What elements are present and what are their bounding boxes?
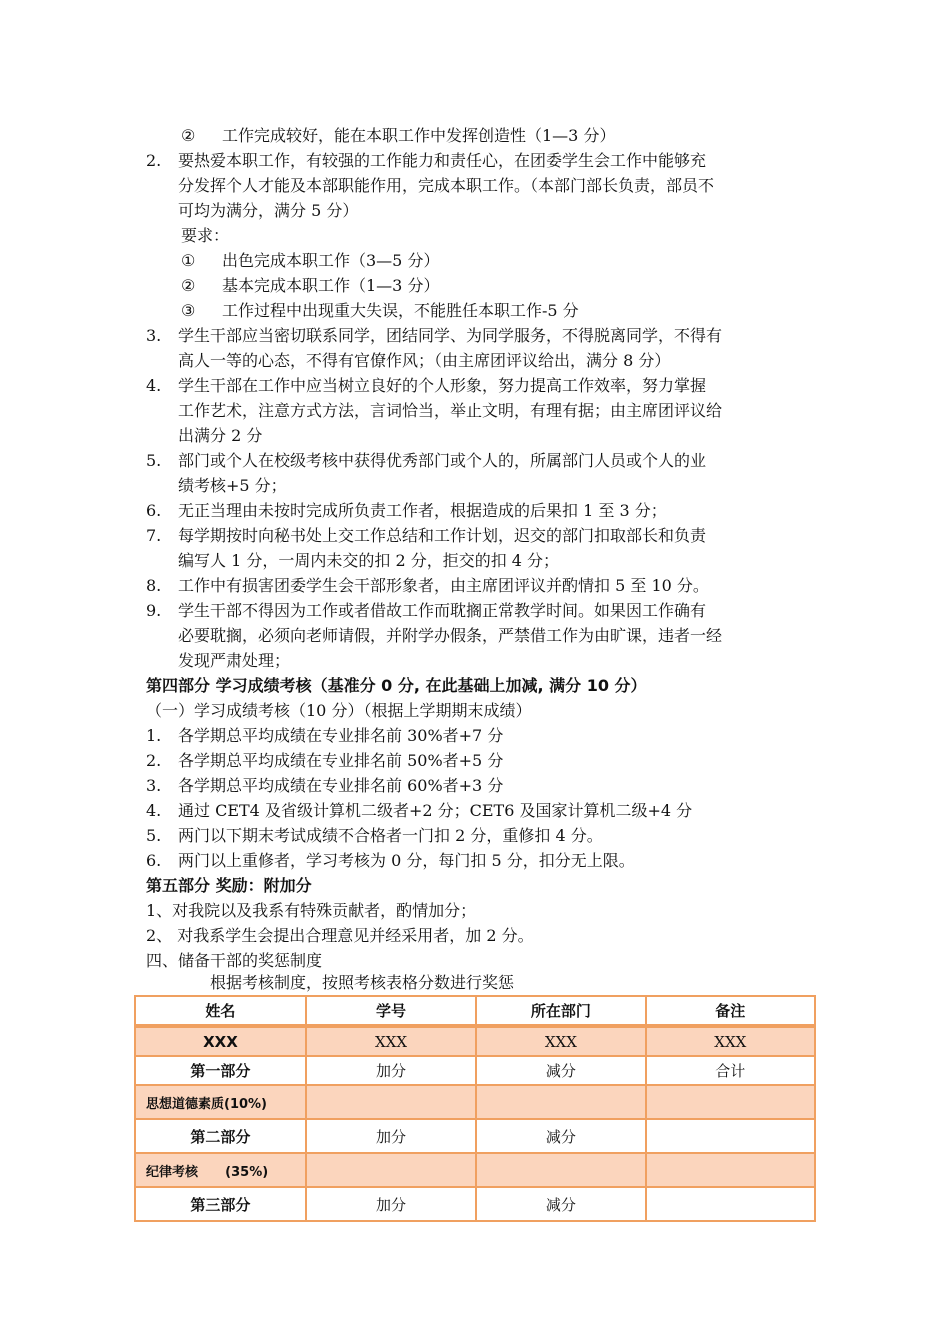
list-number: 6. (146, 501, 162, 520)
list-text: 各学期总平均成绩在专业排名前 30%者+7 分 (178, 726, 504, 745)
table-cell: XXX (646, 1026, 815, 1056)
list-number: 3. (146, 326, 162, 345)
list-text: 部门或个人在校级考核中获得优秀部门或个人的，所属部门人员或个人的业 (178, 451, 707, 470)
header-cell-id: 学号 (306, 996, 476, 1026)
table-cell: 加分 (306, 1187, 476, 1221)
list-text: 各学期总平均成绩在专业排名前 50%者+5 分 (178, 751, 504, 770)
list-text: 学生干部不得因为工作或者借故工作而耽搁正常教学时间。如果因工作确有 (178, 601, 707, 620)
sub-item-text: 基本完成本职工作（1—3 分） (222, 276, 440, 295)
list-text: 高人一等的心态，不得有官僚作风；（由主席团评议给出，满分 8 分） (178, 351, 671, 370)
requirements-label: 要求： (181, 226, 230, 245)
list-text: 通过 CET4 及省级计算机二级者+2 分；CET6 及国家计算机二级+4 分 (178, 801, 693, 820)
part4-sub-heading: （一）学习成绩考核（10 分）（根据上学期期末成绩） (146, 701, 532, 720)
list-text: 要热爱本职工作，有较强的工作能力和责任心，在团委学生会工作中能够充 (178, 151, 707, 170)
list-text: 绩考核+5 分； (178, 476, 287, 495)
table-cell: 第三部分 (135, 1187, 306, 1221)
sub-item-mark: ② (181, 126, 196, 145)
table-cell: XXX (306, 1026, 476, 1056)
table-row (135, 1085, 815, 1119)
table-cell (646, 1187, 815, 1221)
list-text: 学生干部在工作中应当树立良好的个人形象，努力提高工作效率，努力掌握 (178, 376, 707, 395)
list-text: 学生干部应当密切联系同学，团结同学、为同学服务，不得脱离同学，不得有 (178, 326, 723, 345)
table-cell: 第二部分 (135, 1119, 306, 1153)
part5-item: 1、对我院以及我系有特殊贡献者，酌情加分； (146, 901, 477, 920)
table-cell: 纪律考核 (35%) (135, 1153, 306, 1187)
table-cell: 减分 (476, 1056, 645, 1085)
header-cell-name: 姓名 (135, 996, 306, 1026)
list-text: 两门以上重修者，学习考核为 0 分，每门扣 5 分，扣分无上限。 (178, 851, 635, 870)
list-text: 各学期总平均成绩在专业排名前 60%者+3 分 (178, 776, 504, 795)
sub-item-text: 出色完成本职工作（3—5 分） (222, 251, 440, 270)
reward-rule-text: 根据考核制度，按照考核表格分数进行奖惩 (210, 973, 515, 992)
list-number: 6. (146, 851, 162, 870)
sub-item-text: 工作过程中出现重大失误，不能胜任本职工作-5 分 (222, 301, 579, 320)
list-text: 分发挥个人才能及本部职能作用，完成本职工作。（本部门部长负责，部员不 (178, 176, 715, 195)
table-cell: XXX (135, 1026, 306, 1056)
header-cell-note: 备注 (646, 996, 815, 1026)
list-text: 工作艺术，注意方式方法，言词恰当，举止文明，有理有据；由主席团评议给 (178, 401, 723, 420)
table-cell (306, 1153, 476, 1187)
list-number: 2. (146, 151, 162, 170)
table-cell (646, 1119, 815, 1153)
list-number: 4. (146, 376, 162, 395)
table-cell (306, 1085, 476, 1119)
table-cell: 思想道德素质(10%) (135, 1085, 306, 1119)
list-text: 无正当理由未按时完成所负责工作者，根据造成的后果扣 1 至 3 分； (178, 501, 667, 520)
header-cell-dept: 所在部门 (476, 996, 645, 1026)
score-table (134, 995, 816, 1222)
reserve-cadre-heading: 四、储备干部的奖惩制度 (146, 951, 323, 970)
table-row (135, 1153, 815, 1187)
table-cell: 合计 (646, 1056, 815, 1085)
table-cell: 加分 (306, 1119, 476, 1153)
table-cell (646, 1085, 815, 1119)
part5-heading: 第五部分 奖励：附加分 (146, 876, 312, 895)
table-cell: 减分 (476, 1119, 645, 1153)
list-text: 编写人 1 分，一周内未交的扣 2 分，拒交的扣 4 分； (178, 551, 560, 570)
list-text: 出满分 2 分 (178, 426, 263, 445)
list-number: 3. (146, 776, 162, 795)
list-number: 1. (146, 726, 162, 745)
sub-item-text: 工作完成较好，能在本职工作中发挥创造性（1—3 分） (222, 126, 616, 145)
list-number: 5. (146, 826, 162, 845)
table-row (135, 1056, 815, 1085)
sub-item-mark: ② (181, 276, 196, 295)
table-header-row (135, 996, 815, 1026)
list-text: 发现严肃处理； (178, 651, 291, 670)
list-number: 4. (146, 801, 162, 820)
table-cell: 第一部分 (135, 1056, 306, 1085)
table-cell (646, 1153, 815, 1187)
list-text: 可均为满分，满分 5 分） (178, 201, 359, 220)
list-number: 8. (146, 576, 162, 595)
list-text: 两门以下期末考试成绩不合格者一门扣 2 分，重修扣 4 分。 (178, 826, 603, 845)
list-text: 必要耽搁，必须向老师请假，并附学办假条，严禁借工作为由旷课，违者一经 (178, 626, 723, 645)
table-cell: XXX (476, 1026, 645, 1056)
list-number: 7. (146, 526, 162, 545)
table-cell: 减分 (476, 1187, 645, 1221)
part4-heading: 第四部分 学习成绩考核（基准分 0 分, 在此基础上加减, 满分 10 分） (146, 676, 647, 695)
table-row (135, 1187, 815, 1221)
table-cell: 加分 (306, 1056, 476, 1085)
part5-item: 2、 对我系学生会提出合理意见并经采用者，加 2 分。 (146, 926, 534, 945)
list-text: 每学期按时向秘书处上交工作总结和工作计划，迟交的部门扣取部长和负责 (178, 526, 707, 545)
sub-item-mark: ① (181, 251, 196, 270)
list-text: 工作中有损害团委学生会干部形象者，由主席团评议并酌情扣 5 至 10 分。 (178, 576, 709, 595)
list-number: 9. (146, 601, 162, 620)
table-cell (476, 1085, 645, 1119)
table-row (135, 1119, 815, 1153)
list-number: 5. (146, 451, 162, 470)
table-row (135, 1026, 815, 1056)
table-cell (476, 1153, 645, 1187)
list-number: 2. (146, 751, 162, 770)
sub-item-mark: ③ (181, 301, 196, 320)
